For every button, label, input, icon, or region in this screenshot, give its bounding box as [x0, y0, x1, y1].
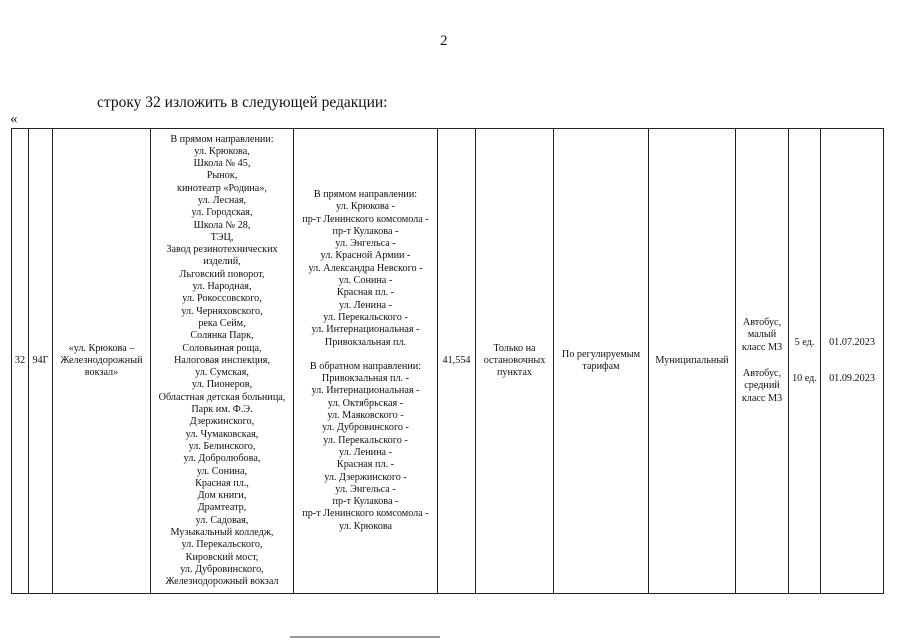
vehicle-count-cell — [789, 129, 821, 594]
text-line: ул. Дубровинского - — [322, 422, 409, 434]
vehicle-type-1: Автобус, малый класс М3 — [741, 317, 783, 353]
text-line: В прямом направлении: — [170, 133, 274, 145]
text-line: Дом книги, — [197, 490, 247, 502]
text-line: Музыкальный колледж, — [170, 527, 274, 538]
text-line: ул. Лесная, — [197, 194, 247, 206]
text-line: ул. Дубровинского, — [180, 563, 264, 575]
vehicle-gap — [737, 354, 787, 368]
text-line: пр-т Кулакова - — [332, 225, 399, 237]
text-line: Рынок, — [206, 170, 238, 182]
text-line: изделий, — [203, 256, 241, 268]
text-line: ул. Садовая, — [195, 514, 249, 526]
vehicle-count-2: 10 ед. — [792, 373, 817, 384]
text-line: кинотеатр «Родина», — [177, 182, 267, 194]
text-line: ул. Пионеров, — [191, 379, 253, 391]
text-line: Областная детская больница, — [158, 391, 286, 403]
carrier-type-cell — [649, 129, 736, 594]
route-code-cell — [29, 129, 53, 594]
stop-order-cell — [476, 129, 554, 594]
text-line: Соловьиная роща, — [182, 342, 262, 354]
text-line: ул. Энгельса - — [335, 238, 396, 250]
table-row — [12, 129, 884, 594]
scan-edge-line — [290, 636, 440, 638]
stops-cell — [151, 129, 294, 594]
carrier-type: Муниципальный — [655, 354, 729, 366]
intro-text: строку 32 изложить в следующей редакции: — [97, 94, 388, 111]
text-line: Кировский мост, — [185, 551, 259, 563]
text-line: Завод резинотехнических — [166, 244, 278, 256]
text-line: ул. Энгельса - — [335, 483, 396, 495]
text-line: Привокзальная пл. — [324, 336, 407, 348]
text-line: ул. Интернациональная - — [311, 324, 420, 336]
text-line: Красная пл. - — [336, 459, 395, 471]
text-line: ул. Ленина - — [338, 446, 392, 458]
vehicle-count-1: 5 ед. — [794, 336, 815, 348]
text-line: ул. Красной Армии - — [320, 250, 411, 262]
route-code: 94Г — [32, 354, 49, 366]
text-line: ТЭЦ, — [210, 231, 234, 243]
text-line: ул. Крюкова — [338, 520, 393, 532]
text-line: Льговский поворот, — [179, 268, 265, 280]
text-line: ул. Октябрьская - — [327, 397, 404, 409]
route-name-cell — [53, 129, 151, 594]
text-line: ул. Крюкова, — [194, 145, 250, 157]
text-line: пр-т Ленинского комсомола - — [302, 508, 429, 520]
tariff-cell — [554, 129, 649, 594]
text-line: Драмтеатр, — [197, 502, 247, 514]
text-line: ул. Сонина, — [196, 465, 248, 477]
streets-forward-list — [295, 189, 436, 349]
route-length: 41,554 — [442, 354, 471, 366]
text-line: ул. Сумская, — [195, 367, 249, 379]
text-line: ул. Крюкова - — [336, 201, 395, 213]
streets-cell — [294, 129, 438, 594]
stop-order: Только на остановочных пунктах — [483, 342, 546, 379]
text-line: ул. Перекальского - — [323, 434, 408, 446]
route-table — [11, 128, 884, 594]
text-line: ул. Добролюбова, — [183, 453, 261, 465]
text-line: ул. Белинского, — [188, 440, 256, 452]
route-name: «ул. Крюкова – Железнодорожный вокзал» — [60, 342, 143, 379]
streets-backward-list — [295, 361, 436, 533]
text-line: Налоговая инспекция, — [173, 354, 271, 366]
length-cell — [438, 129, 476, 594]
text-line: ул. Народная, — [192, 281, 252, 293]
text-line: ул. Александра Невского - — [308, 262, 423, 274]
text-line: ул. Рокоссовского, — [182, 293, 262, 305]
start-date-1: 01.07.2023 — [829, 336, 875, 348]
text-line: Красная пл. - — [336, 287, 395, 299]
open-quote: « — [10, 111, 18, 127]
text-line: пр-т Ленинского комсомола - — [302, 213, 429, 225]
text-line: ул. Черняховского, — [181, 305, 263, 317]
text-line: река Сейм, — [198, 317, 246, 329]
text-line: ул. Сонина - — [338, 275, 393, 287]
text-line: Дзержинского, — [189, 416, 255, 428]
text-line: Железнодорожный вокзал — [165, 576, 279, 588]
text-line: ул. Городская, — [191, 207, 253, 219]
text-line: ул. Дзержинского - — [324, 471, 407, 483]
text-line: ул. Перекальского, — [181, 539, 263, 551]
text-line: ул. Маяковского - — [327, 410, 404, 422]
text-line: Школа № 28, — [193, 219, 251, 231]
streets-gap — [295, 349, 436, 361]
text-line: В обратном направлении: — [309, 360, 422, 372]
date-gap — [822, 349, 882, 373]
text-line: пр-т Кулакова - — [332, 496, 399, 508]
row-number-cell — [12, 129, 29, 594]
text-line: Красная пл., — [195, 477, 249, 489]
vehicle-type-2: Автобус, средний класс М3 — [741, 368, 783, 404]
row-number: 32 — [14, 354, 26, 366]
text-line: Солянка Парк, — [190, 330, 254, 342]
count-gap — [790, 349, 819, 373]
start-date-cell — [821, 129, 884, 594]
text-line: Привокзальная пл. - — [321, 373, 410, 385]
text-line: ул. Чумаковская, — [185, 428, 259, 440]
text-line: Школа № 45, — [193, 158, 251, 170]
stops-list — [152, 134, 292, 589]
text-line: Парк им. Ф.Э. — [191, 404, 253, 416]
start-date-2: 01.09.2023 — [829, 373, 875, 384]
tariff: По регулируемым тарифам — [561, 348, 641, 372]
page-number: 2 — [440, 33, 448, 49]
text-line: ул. Интернациональная - — [311, 385, 420, 397]
text-line: ул. Перекальского - — [323, 311, 408, 323]
text-line: ул. Ленина - — [338, 299, 392, 311]
vehicle-type-cell — [736, 129, 789, 594]
text-line: В прямом направлении: — [313, 188, 418, 200]
